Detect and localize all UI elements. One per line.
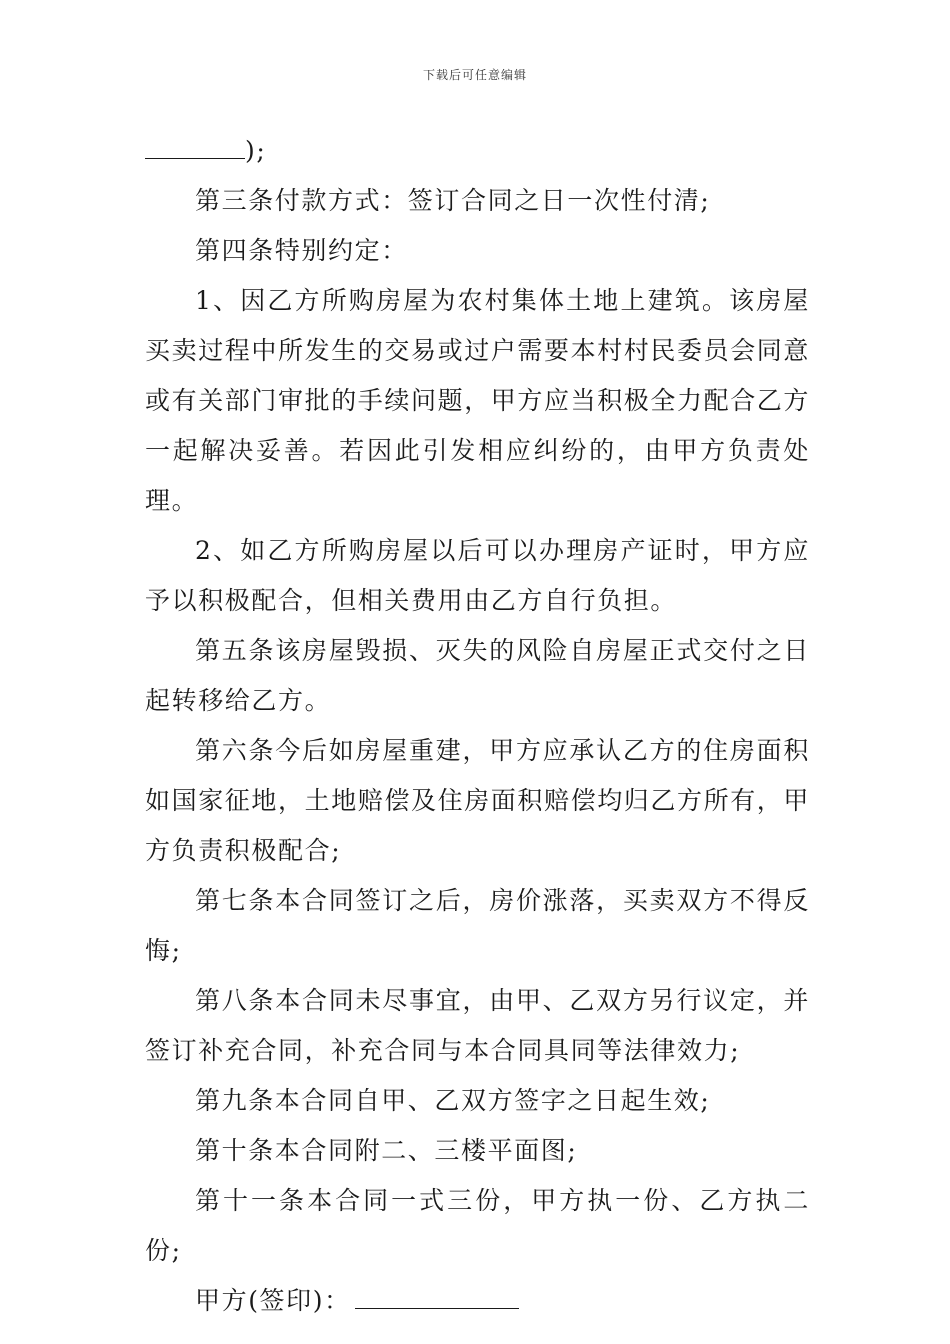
signature-line xyxy=(355,1280,519,1309)
signature-label: 甲方(签印)： xyxy=(195,1286,351,1315)
clause-2-tail: ); xyxy=(145,126,810,176)
clause-5: 第五条该房屋毁损、灭失的风险自房屋正式交付之日起转移给乙方。 xyxy=(145,636,810,715)
fill-in-blank xyxy=(145,132,245,159)
page-header: 下载后可任意编辑 xyxy=(422,68,527,82)
clause-7: 第七条本合同签订之后，房价涨落，买卖双方不得反悔; xyxy=(145,886,810,965)
clause-9: 第九条本合同自甲、乙双方签字之日起生效; xyxy=(195,1086,711,1115)
signature-party-a xyxy=(145,1276,810,1326)
document-body xyxy=(145,126,810,1326)
clause-6: 第六条今后如房屋重建，甲方应承认乙方的住房面积如国家征地，土地赔偿及住房面积赔偿均归乙方所有，甲方负责积极配合; xyxy=(145,736,811,865)
clause-8: 第八条本合同未尽事宜，由甲、乙双方另行议定，并签订补充合同，补充合同与本合同具同等法律效力; xyxy=(145,986,810,1065)
clause-4-item-2: 2、如乙方所购房屋以后可以办理房产证时，甲方应予以积极配合，但相关费用由乙方自行负担。 xyxy=(145,536,810,615)
clause-11: 第十一条本合同一式三份，甲方执一份、乙方执二份; xyxy=(145,1186,810,1265)
clause-10: 第十条本合同附二、三楼平面图; xyxy=(195,1136,578,1165)
clause-3: 第三条付款方式：签订合同之日一次性付清; xyxy=(195,186,711,215)
clause-4-title: 第四条特别约定： xyxy=(195,236,408,265)
clause-4-item-1: 1、因乙方所购房屋为农村集体土地上建筑。该房屋买卖过程中所发生的交易或过户需要本村村民委员会同意或有关部门审批的手续问题，甲方应当积极全力配合乙方一起解决妥善。若因此引发相应纠纷的，由甲方负责处理。 xyxy=(145,286,811,515)
